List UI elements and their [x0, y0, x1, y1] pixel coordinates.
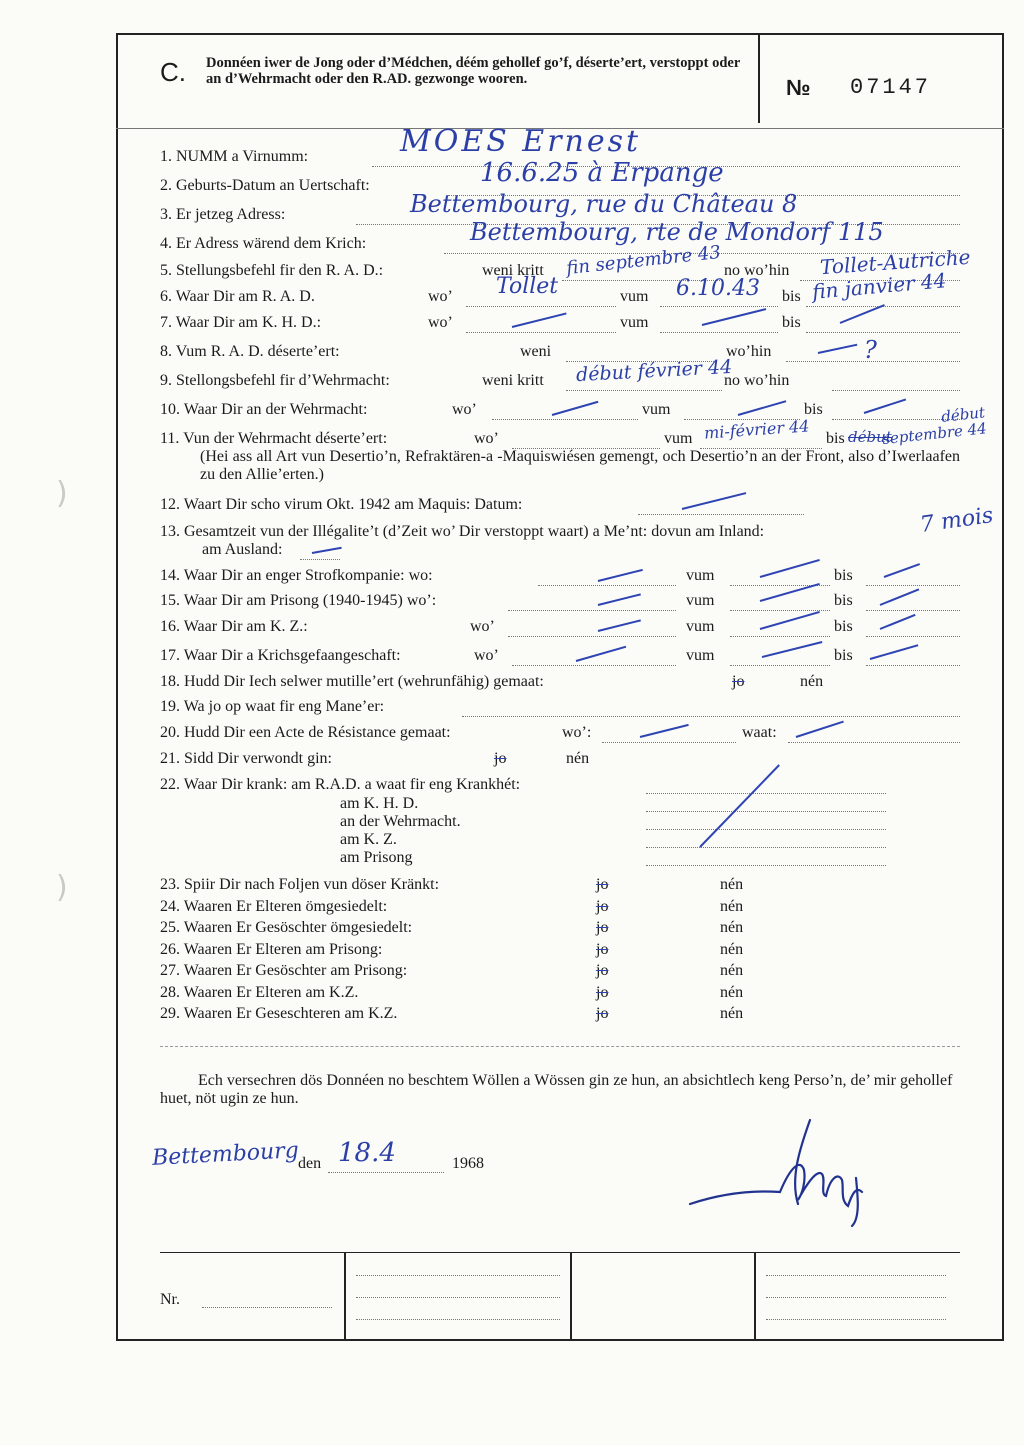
q23-label: 23. Spiir Dir nach Foljen vun döser Kränkt: [160, 876, 440, 893]
q17-bis: bis [834, 647, 853, 664]
q5-label: 5. Stellungsbefehl fir den R. A. D.: [160, 262, 384, 279]
hw-name: MOES Ernest [400, 124, 642, 159]
q9-line-a [566, 390, 722, 391]
q19-label: 19. Wa jo op waat fir eng Mane’er: [160, 698, 385, 715]
hw-rad-wo: Tollet [496, 274, 559, 299]
hw-rad-from: 6.10.43 [676, 276, 760, 301]
q18-jo: jo [732, 673, 745, 690]
q18-nen: nén [800, 673, 824, 690]
hw-war-address: Bettembourg, rte de Mondorf 115 [470, 218, 884, 246]
q18-label: 18. Hudd Dir Iech selwer mutille’ert (wehrunfähig) gemaat: [160, 673, 544, 690]
q4-label: 4. Er Adress wärend dem Krich: [160, 235, 367, 252]
q21-label: 21. Sidd Dir verwondt gin: [160, 750, 332, 767]
q13-label: 13. Gesamtzeit vun der Illégalite’t (d’Zeit wo’ Dir verstoppt waart) a Me’nt: dovun am Inland: [160, 523, 765, 540]
q13-line [300, 559, 340, 560]
date-den-label: den [298, 1155, 322, 1172]
q6-line-b [660, 306, 778, 307]
hw-q11-to: début septembre 44 [881, 403, 988, 449]
q8-label: 8. Vum R. A. D. déserte’ert: [160, 343, 340, 360]
footer-line [766, 1319, 946, 1320]
q9-line-b [832, 390, 960, 391]
footer-line [356, 1275, 560, 1276]
q22-khd: am K. H. D. [340, 795, 419, 812]
q20-waat: waat: [742, 724, 777, 741]
q6-label: 6. Waar Dir am R. A. D. [160, 288, 315, 305]
hw-rad-where: Tollet-Autriche [819, 244, 972, 280]
q17-wo: wo’ [474, 647, 499, 664]
footer-divider [344, 1253, 346, 1341]
q16-wo: wo’ [470, 618, 495, 635]
q23-jo: jo [596, 876, 609, 893]
q26-label: 26. Waaren Er Elteren am Prisong: [160, 941, 383, 958]
q17-line-c [866, 665, 960, 666]
q19-line [462, 716, 960, 717]
q7-line-c [806, 332, 960, 333]
q29-label: 29. Waaren Er Geseschteren am K.Z. [160, 1005, 398, 1022]
q8-wohin-label: wo’hin [726, 343, 772, 360]
footer-nr-label: Nr. [160, 1291, 180, 1308]
q9-no-label: no wo’hin [724, 372, 790, 389]
hw-date: 18.4 [338, 1138, 396, 1168]
hw-place: Bettembourg [151, 1138, 300, 1171]
q7-line-a [466, 332, 616, 333]
q28-label: 28. Waaren Er Elteren am K.Z. [160, 984, 359, 1001]
q6-line-a [466, 306, 616, 307]
q14-line-c [866, 585, 960, 586]
q29-jo: jo [596, 1005, 609, 1022]
q7-bis: bis [782, 314, 801, 331]
q10-line-a [492, 419, 638, 420]
footer-line [766, 1275, 946, 1276]
q11-note: (Hei ass all Art vun Desertio’n, Refraktären-a -Maquiswiésen gemengt, och Desertio’n an der Front, also d’Iwerlaafen zu den Allie’erten.) [200, 448, 960, 483]
q5-weni-label: weni kritt [482, 262, 544, 279]
q22-wehrmacht: an der Wehrmacht. [340, 813, 461, 830]
number-label: № [786, 75, 811, 100]
q17-vum: vum [686, 647, 715, 664]
declaration-text: Ech versechren dös Donnéen no beschtem Wöllen a Wössen gin ze hun, an absichtlech keng Perso’n, de’ mir gehollef huet, nöt ugin ze hun. [160, 1072, 953, 1107]
q16-vum: vum [686, 618, 715, 635]
q21-jo: jo [494, 750, 507, 767]
q13-ausland-label: am Ausland: [202, 541, 283, 558]
q9-weni-label: weni kritt [482, 372, 544, 389]
q28-jo: jo [596, 984, 609, 1001]
q26-jo: jo [596, 941, 609, 958]
footer-divider [570, 1253, 572, 1341]
q7-vum: vum [620, 314, 649, 331]
q20-line-b [788, 742, 960, 743]
q22-line [646, 847, 886, 848]
footer-box [160, 1252, 960, 1340]
q17-label: 17. Waar Dir a Krichsgefaangeschaft: [160, 647, 401, 664]
punch-hole-mark: ) [56, 870, 68, 905]
q20-line-a [602, 742, 736, 743]
date-line [328, 1172, 444, 1173]
signature [680, 1108, 880, 1228]
footer-nr-line [202, 1307, 332, 1308]
date-year: 1968 [452, 1155, 484, 1172]
hw-rad-to: fin janvier 44 [811, 268, 948, 304]
q11-wo: wo’ [474, 430, 499, 447]
separator-line [160, 1046, 960, 1047]
q27-label: 27. Waaren Er Gesöschter am Prisong: [160, 962, 408, 979]
q15-line-c [866, 610, 960, 611]
footer-line [766, 1297, 946, 1298]
q7-label: 7. Waar Dir am K. H. D.: [160, 314, 322, 331]
q16-line-c [866, 636, 960, 637]
q23-nen: nén [720, 876, 744, 893]
q27-jo: jo [596, 962, 609, 979]
q5-no-label: no wo’hin [724, 262, 790, 279]
q11-bis: bis [826, 430, 845, 447]
q20-wo: wo’: [562, 724, 592, 741]
q22-prisong: am Prisong [340, 849, 413, 866]
hw-q11-from: mi-février 44 [703, 416, 810, 443]
q16-line-b [730, 636, 830, 637]
q10-bis: bis [804, 401, 823, 418]
form-header [116, 33, 1004, 129]
q7-wo: wo’ [428, 314, 453, 331]
q6-vum: vum [620, 288, 649, 305]
hw-q13-inland: 7 mois [918, 503, 995, 538]
q20-label: 20. Hudd Dir een Acte de Résistance gemaat: [160, 724, 451, 741]
q10-label: 10. Waar Dir an der Wehrmacht: [160, 401, 368, 418]
q27-nen: nén [720, 962, 744, 979]
section-title: Donnéen iwer de Jong oder d’Médchen, déém gehollef go’f, déserte’ert, verstoppt oder an d’Wehrmacht oder den R.AD. gezwonge wooren. [206, 55, 740, 87]
footer-divider [754, 1253, 756, 1341]
q24-label: 24. Waaren Er Elteren ömgesiedelt: [160, 898, 388, 915]
q6-bis: bis [782, 288, 801, 305]
hw-birth: 16.6.25 à Erpange [480, 158, 724, 188]
q22-kz: am K. Z. [340, 831, 397, 848]
punch-hole-mark: ) [56, 476, 68, 511]
q2-label: 2. Geburts-Datum an Uertschaft: [160, 177, 370, 194]
q11-vum: vum [664, 430, 693, 447]
q11-label: 11. Vun der Wehrmacht déserte’ert: [160, 430, 388, 447]
q15-line-b [730, 610, 830, 611]
q7-line-b [660, 332, 778, 333]
q22-line [646, 865, 886, 866]
q22-line [646, 793, 886, 794]
q14-label: 14. Waar Dir an enger Strofkompanie: wo: [160, 567, 433, 584]
q16-line-a [508, 636, 676, 637]
q17-line-b [730, 665, 830, 666]
q21-nen: nén [566, 750, 590, 767]
form-number: 07147 [850, 75, 932, 100]
footer-line [356, 1297, 560, 1298]
q14-bis: bis [834, 567, 853, 584]
q26-nen: nén [720, 941, 744, 958]
q8-weni-label: weni [520, 343, 552, 360]
q15-line-a [508, 610, 676, 611]
q16-bis: bis [834, 618, 853, 635]
q25-label: 25. Waaren Er Gesöschter ömgesiedelt: [160, 919, 413, 936]
header-divider [758, 33, 760, 123]
q14-line-a [538, 585, 676, 586]
q25-jo: jo [596, 919, 609, 936]
q22-label: 22. Waar Dir krank: am R.A.D. a waat fir eng Krankhét: [160, 776, 521, 793]
hw-q8-where: ? [864, 336, 877, 364]
q24-nen: nén [720, 898, 744, 915]
q22-line [646, 829, 886, 830]
q17-line-a [512, 665, 676, 666]
hw-wm-when: début février 44 [575, 355, 733, 387]
q15-label: 15. Waar Dir am Prisong (1940-1945) wo’: [160, 592, 437, 609]
footer-line [356, 1319, 560, 1320]
q16-label: 16. Waar Dir am K. Z.: [160, 618, 308, 635]
q29-nen: nén [720, 1005, 744, 1022]
q9-label: 9. Stellongsbefehl fir d’Wehrmacht: [160, 372, 390, 389]
q12-label: 12. Waart Dir scho virum Okt. 1942 am Maquis: Datum: [160, 496, 523, 513]
q15-vum: vum [686, 592, 715, 609]
q24-jo: jo [596, 898, 609, 915]
q1-label: 1. NUMM a Virnumm: [160, 148, 309, 165]
hw-q11-struck: début [848, 428, 892, 446]
q22-line [646, 811, 886, 812]
q14-vum: vum [686, 567, 715, 584]
q28-nen: nén [720, 984, 744, 1001]
hw-rad-when: fin septembre 43 [565, 241, 722, 280]
q12-line [638, 514, 804, 515]
hw-address: Bettembourg, rue du Château 8 [410, 190, 798, 218]
q3-label: 3. Er jetzeg Adress: [160, 206, 286, 223]
section-letter: C. [160, 57, 186, 87]
q25-nen: nén [720, 919, 744, 936]
q10-wo: wo’ [452, 401, 477, 418]
q15-bis: bis [834, 592, 853, 609]
q10-vum: vum [642, 401, 671, 418]
q6-wo: wo’ [428, 288, 453, 305]
